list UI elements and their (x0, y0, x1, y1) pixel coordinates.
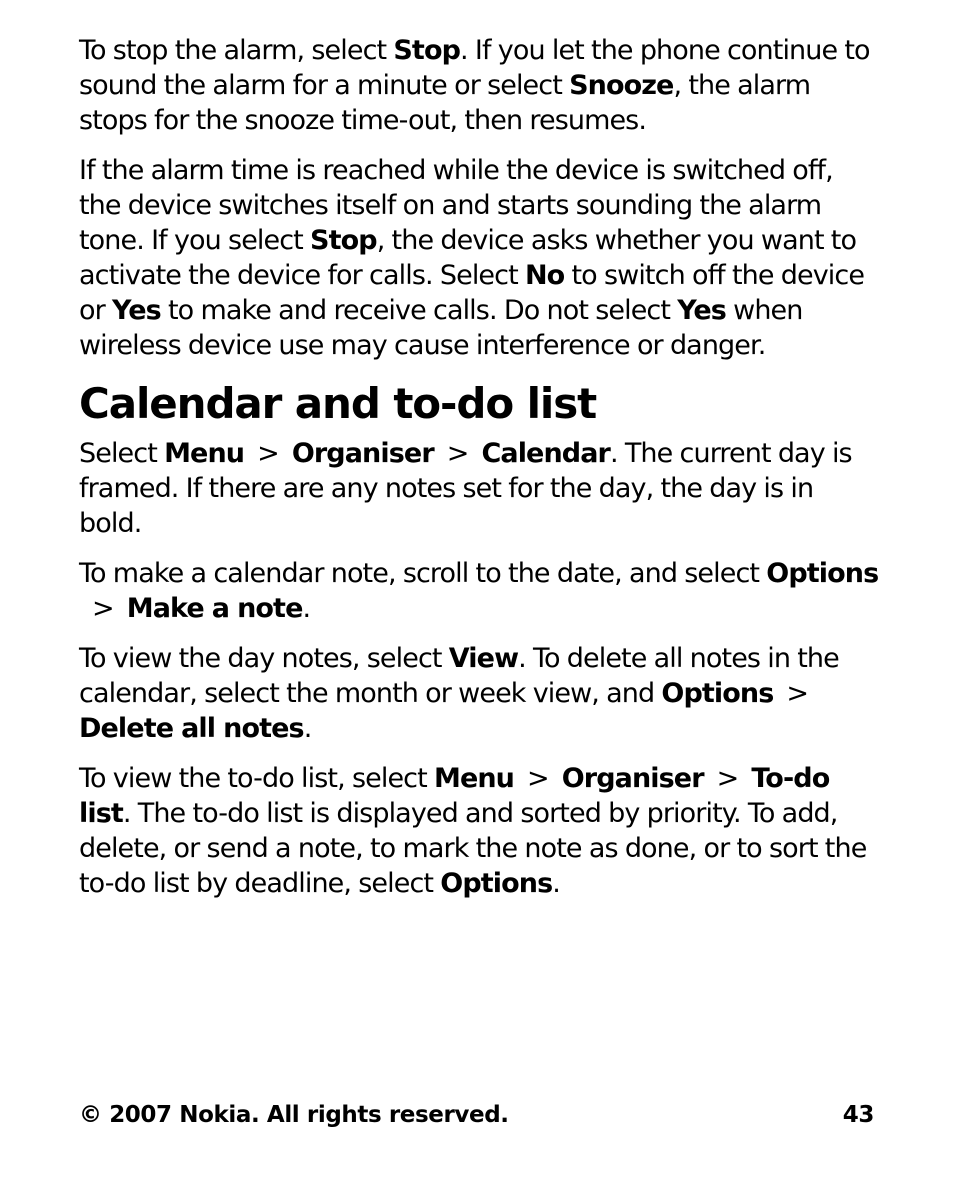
calendar-select-paragraph (79, 436, 879, 541)
alarm-device-off-paragraph (79, 153, 879, 363)
stop-term: Stop (310, 225, 377, 256)
options-term: Options (766, 558, 879, 589)
path-separator: > (716, 763, 739, 794)
path-separator: > (786, 678, 809, 709)
path-separator: > (92, 593, 114, 624)
page-content (79, 33, 879, 916)
path-separator: > (446, 438, 469, 469)
text: If the alarm time is reached while the device is switched off, the device switches itself on and starts sounding the alarm tone. If you select (79, 155, 833, 256)
organiser-term: Organiser (561, 763, 704, 794)
text: . If you let the phone continue to sound the alarm for a minute or select (79, 35, 870, 101)
yes-term: Yes (112, 295, 161, 326)
text: , the device asks whether you want to activate the device for calls. Select (79, 225, 857, 291)
make-note-paragraph (79, 556, 879, 626)
text: . (552, 868, 560, 899)
calendar-term: Calendar (481, 438, 610, 469)
path-separator: > (257, 438, 279, 469)
text: Select (79, 438, 165, 469)
text: To view the day notes, select (79, 643, 449, 674)
page-number: 43 (842, 1102, 874, 1128)
path-separator: > (527, 763, 549, 794)
text: To make a calendar note, scroll to the date, and select (79, 558, 767, 589)
text: . The to-do list is displayed and sorted by priority. To add, delete, or send a note, to mark the note as done, or to sort the to-do list by deadline, select (79, 798, 867, 899)
snooze-term: Snooze (569, 70, 674, 101)
text: To view the to-do list, select (79, 763, 434, 794)
page-footer (79, 1100, 874, 1130)
todo-list-paragraph (79, 761, 879, 901)
text: . (303, 713, 312, 744)
menu-term: Menu (164, 438, 245, 469)
text: . The current day is framed. If there are any notes set for the day, the day is in bold. (79, 438, 852, 539)
options-term: Options (440, 868, 553, 899)
text: to make and receive calls. Do not select (160, 295, 678, 326)
stop-term: Stop (393, 35, 461, 66)
alarm-stop-paragraph (79, 33, 879, 138)
copyright-notice: © 2007 Nokia. All rights reserved. (79, 1102, 509, 1128)
organiser-term: Organiser (291, 438, 434, 469)
section-heading: Calendar and to-do list (79, 379, 597, 428)
delete-all-notes-term: Delete all notes (79, 713, 304, 744)
make-a-note-term: Make a note (126, 593, 303, 624)
view-notes-paragraph (79, 641, 879, 746)
to-do-list-term: To-do list (79, 763, 830, 829)
yes-term: Yes (677, 295, 726, 326)
text: , the alarm stops for the snooze time-out, then resumes. (79, 70, 811, 136)
text: . To delete all notes in the calendar, select the month or week view, and (79, 643, 839, 709)
menu-term: Menu (433, 763, 515, 794)
text: when wireless device use may cause interference or danger. (79, 295, 803, 361)
text: To stop the alarm, select (79, 35, 394, 66)
view-term: View (448, 643, 519, 674)
options-term: Options (661, 678, 774, 709)
text: to switch off the device or (79, 260, 865, 326)
no-term: No (524, 260, 565, 291)
text: . (302, 593, 311, 624)
